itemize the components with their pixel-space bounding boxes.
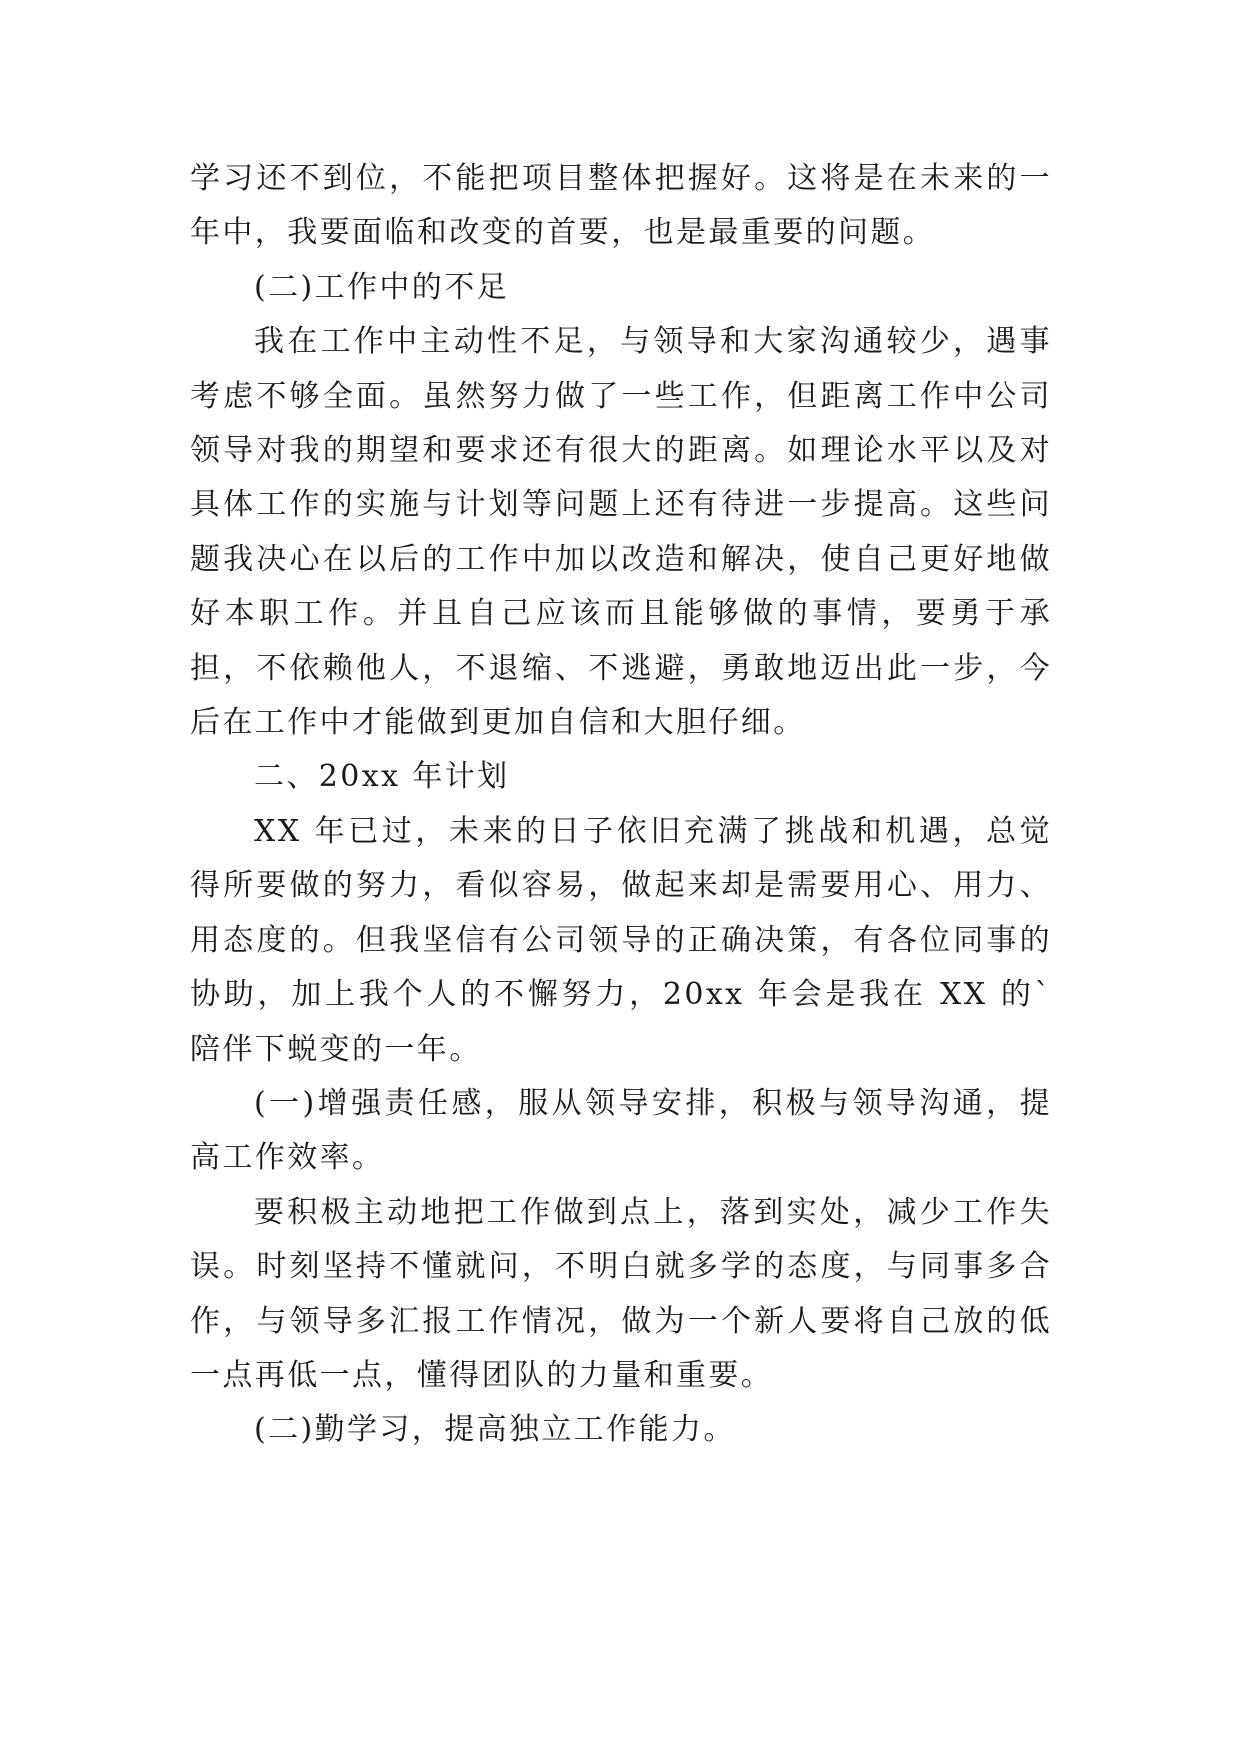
section-heading-annual-plan: 二、20xx 年计划: [254, 759, 510, 795]
document-body: [190, 152, 1052, 1458]
paragraph-responsibility: 要积极主动地把工作做到点上，落到实处，减少工作失误。时刻坚持不懂就问，不明白就多学的态度，与同事多合作，与领导多汇报工作情况，做为一个新人要将自己放的低一点再低一点，懂得团队的力量和重要。: [190, 1194, 1052, 1393]
paragraph-annual-plan: XX 年已过，未来的日子依旧充满了挑战和机遇，总觉得所要做的努力，看似容易，做起来却是需要用心、用力、用态度的。但我坚信有公司领导的正确决策，有各位同事的协助，加上我个人的不懈努力，20xx 年会是我在 XX 的`陪伴下蜕变的一年。: [190, 813, 1052, 1067]
paragraph-work-shortcomings: 我在工作中主动性不足，与领导和大家沟通较少，遇事考虑不够全面。虽然努力做了一些工作，但距离工作中公司领导对我的期望和要求还有很大的距离。如理论水平以及对具体工作的实施与计划等问题上还有待进一步提高。这些问题我决心在以后的工作中加以改造和解决，使自己更好地做好本职工作。并且自己应该而且能够做的事情，要勇于承担，不依赖他人，不退缩、不逃避，勇敢地迈出此一步，今后在工作中才能做到更加自信和大胆仔细。: [190, 324, 1052, 741]
paragraph-intro-continuation: 学习还不到位，不能把项目整体把握好。这将是在未来的一年中，我要面临和改变的首要，也是最重要的问题。: [190, 161, 1052, 251]
section-heading-work-shortcomings: (二)工作中的不足: [254, 269, 510, 305]
section-heading-study: (二)勤学习，提高独立工作能力。: [254, 1412, 736, 1448]
section-heading-responsibility: (一)增强责任感，服从领导安排，积极与领导沟通，提高工作效率。: [190, 1085, 1052, 1176]
